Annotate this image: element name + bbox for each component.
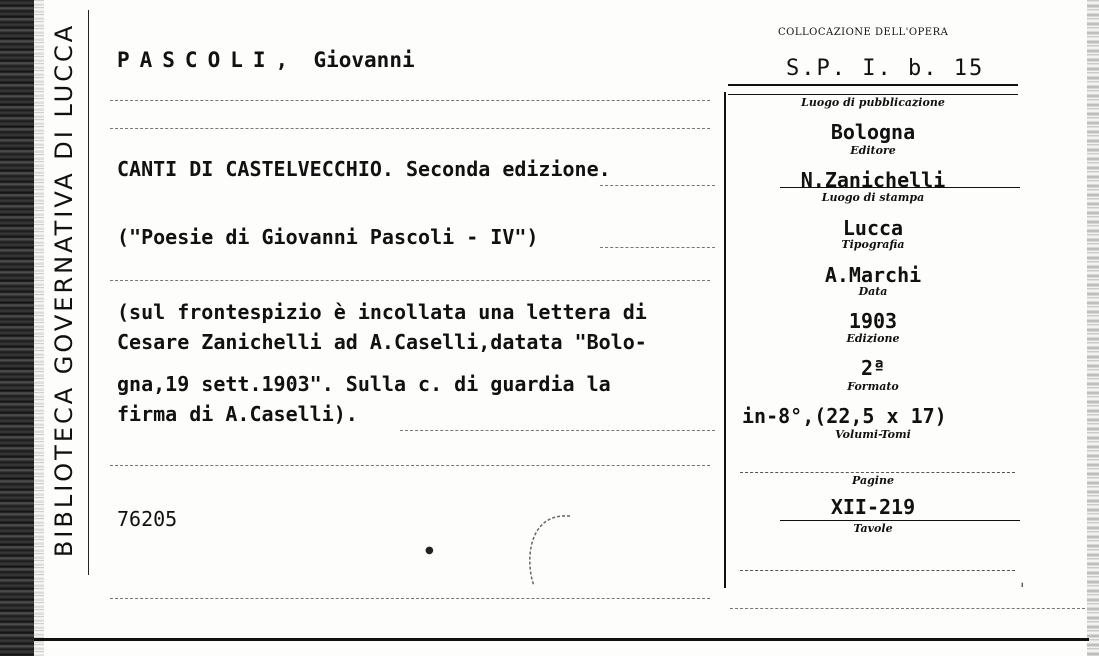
note-line: (sul frontespizio è incollata una lettera di: [117, 300, 647, 324]
corner-mark: ˈ: [1020, 580, 1025, 599]
guide-line: [600, 247, 715, 248]
series-statement: ("Poesie di Giovanni Pascoli - IV"): [117, 225, 539, 249]
volumes-rule: [740, 472, 1015, 473]
note-line: firma di A.Caselli).: [117, 402, 358, 426]
label-place-of-publication: Luogo di pubblicazione: [801, 96, 945, 109]
library-stamp: BIBLIOTECA GOVERNATIVA DI LUCCA: [50, 22, 78, 558]
guide-line: [110, 128, 710, 129]
guide-line: [110, 598, 710, 599]
value-place-of-printing: Lucca: [842, 216, 904, 240]
label-date: Data: [858, 285, 888, 298]
card-bottom-rule: [34, 638, 1089, 641]
label-place-of-printing: Luogo di stampa: [821, 191, 925, 204]
guide-line: [730, 608, 1085, 609]
label-pages: Pagine: [852, 474, 894, 487]
card-right-edge: [1087, 0, 1099, 656]
note-line: gna,19 sett.1903". Sulla c. di guardia la: [117, 372, 611, 396]
note-line: Cesare Zanichelli ad A.Caselli,datata "Bolo-: [117, 330, 647, 354]
author-heading: [117, 48, 415, 72]
shelfmark: S.P. I. b. 15: [786, 56, 985, 81]
guide-line: [110, 465, 710, 466]
value-publisher: N.Zanichelli: [800, 168, 946, 192]
details-box-top: [728, 94, 1018, 95]
margin-rule: [88, 10, 89, 575]
card-left-edge: [0, 0, 34, 656]
label-format: Formato: [847, 380, 899, 393]
shelfmark-rule: [728, 84, 1018, 86]
guide-line: [600, 185, 715, 186]
publisher-rule: [780, 187, 1020, 188]
author-surname: PASCOLI: [117, 48, 276, 72]
inventory-number: 76205: [117, 507, 178, 531]
label-plates: Tavole: [853, 522, 893, 535]
value-pages: XII-219: [830, 495, 916, 519]
guide-line: [110, 280, 710, 281]
book-title: CANTI DI CASTELVECCHIO. Seconda edizione.: [117, 157, 611, 181]
details-box-border: [724, 92, 727, 588]
guide-line: [400, 430, 715, 431]
author-given-name: Giovanni: [313, 48, 415, 72]
value-format: in-8°,(22,5 x 17): [742, 404, 947, 428]
label-publisher: Editore: [850, 144, 896, 157]
ink-stroke-mark: [510, 510, 580, 590]
label-edition: Edizione: [846, 332, 900, 345]
pages-rule: [780, 520, 1020, 521]
ink-dot: ●: [425, 545, 434, 556]
label-printer: Tipografia: [841, 238, 905, 251]
plates-rule: [740, 570, 1015, 571]
author-separator: ,: [275, 48, 289, 72]
value-place-of-publication: Bologna: [830, 120, 916, 144]
value-edition: 2ª: [860, 356, 886, 380]
value-printer: A.Marchi: [824, 263, 922, 287]
card-left-edge-shadow: [34, 0, 44, 656]
collocation-heading: COLLOCAZIONE DELL'OPERA: [778, 27, 949, 38]
value-date: 1903: [848, 309, 898, 333]
label-volumes: Volumi-Tomi: [835, 428, 911, 441]
guide-line: [110, 100, 710, 101]
